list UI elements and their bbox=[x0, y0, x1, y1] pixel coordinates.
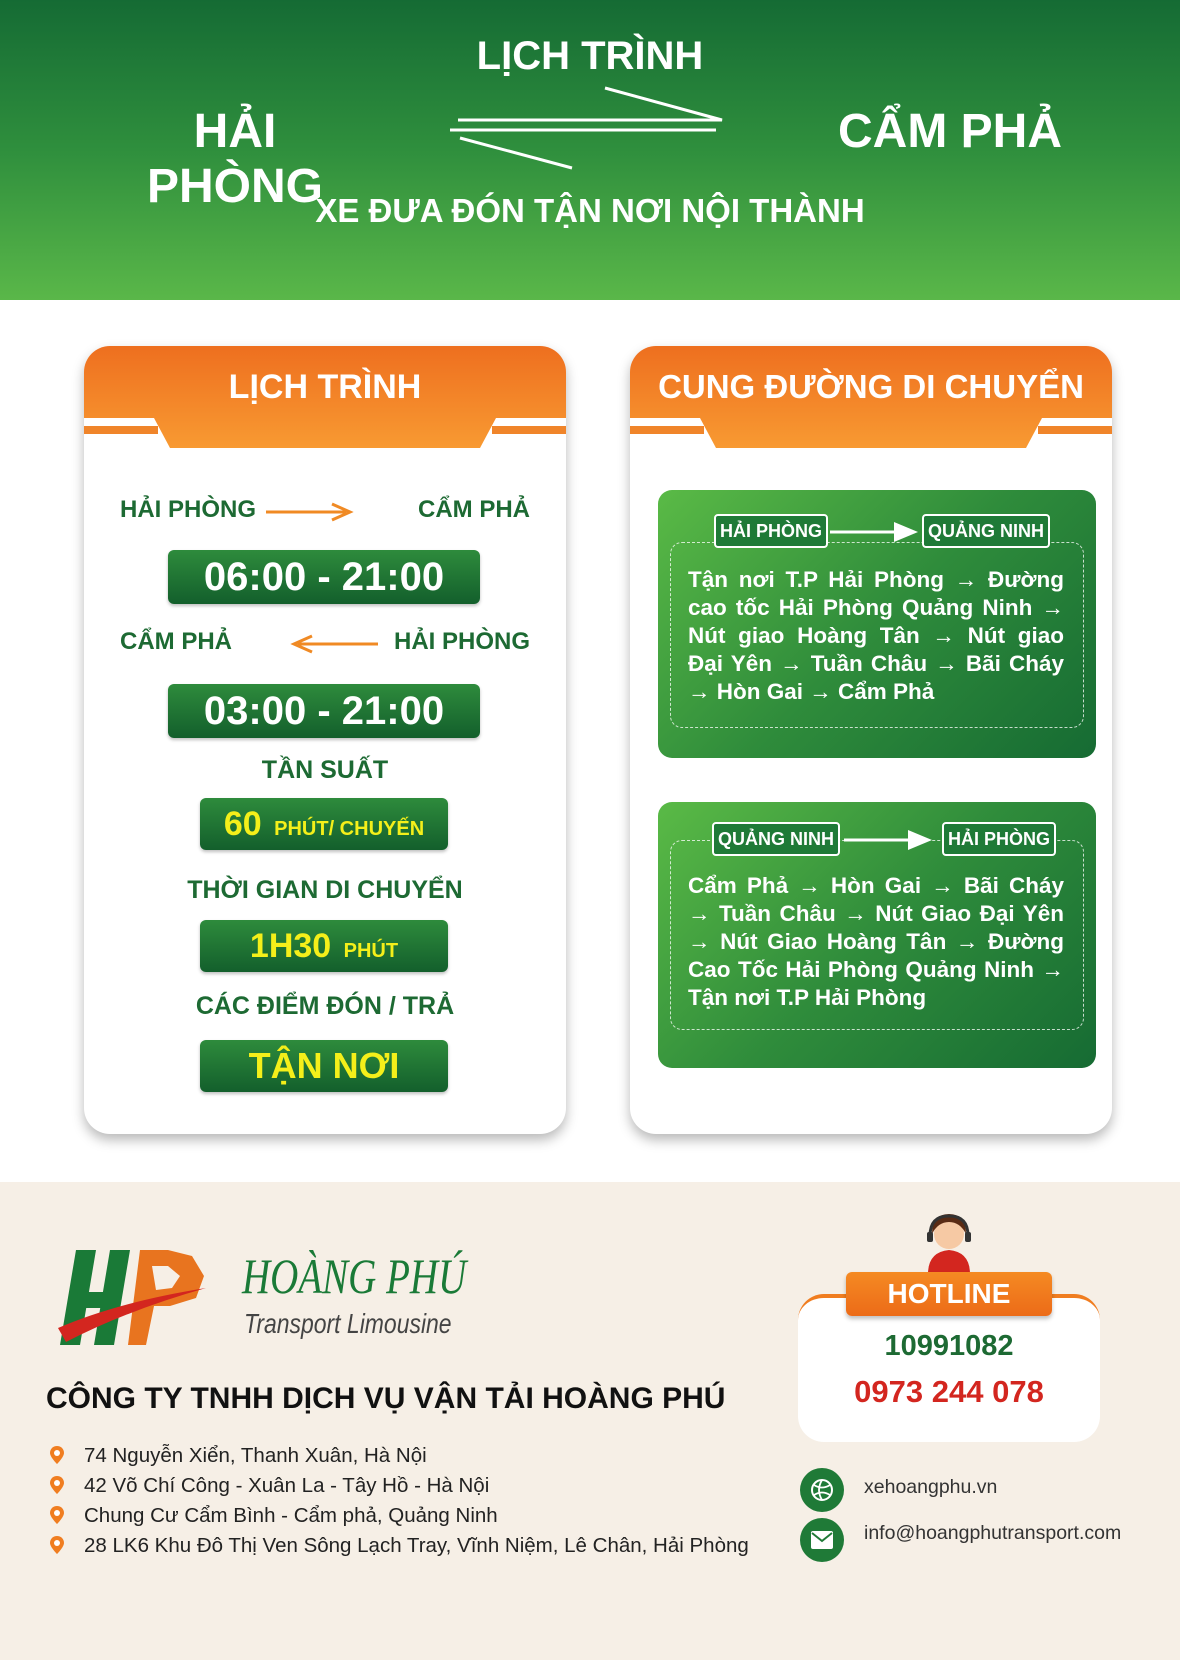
company-logo bbox=[58, 1250, 208, 1350]
email-link[interactable] bbox=[800, 1518, 1160, 1562]
schedule-card-title: LỊCH TRÌNH bbox=[228, 368, 422, 406]
globe-icon-bg bbox=[800, 1468, 844, 1512]
route-box-qn-hp bbox=[658, 802, 1096, 1068]
location-pin-icon bbox=[50, 1446, 64, 1464]
route-tag-from: QUẢNG NINH bbox=[712, 822, 840, 856]
pickup-points-label: CÁC ĐIỂM ĐÓN / TRẢ bbox=[195, 992, 455, 1020]
address-text: 74 Nguyễn Xiển, Thanh Xuân, Hà Nội bbox=[84, 1444, 427, 1467]
route-1-from: HẢI PHÒNG bbox=[120, 496, 257, 523]
arrow-right-icon bbox=[266, 502, 356, 522]
support-agent-icon bbox=[922, 1212, 976, 1274]
header-subtitle: XE ĐƯA ĐÓN TẬN NƠI NỘI THÀNH bbox=[315, 192, 865, 229]
location-pin-icon bbox=[50, 1506, 64, 1524]
route-2-from: CẨM PHẢ bbox=[120, 628, 232, 655]
arrow-right-icon bbox=[830, 520, 920, 544]
route-2-time: 03:00 - 21:00 bbox=[168, 684, 480, 738]
location-pin-icon bbox=[50, 1536, 64, 1554]
hotline-number-1[interactable]: 10991082 bbox=[884, 1330, 1014, 1362]
address-text: 42 Võ Chí Công - Xuân La - Tây Hồ - Hà Nội bbox=[84, 1474, 490, 1497]
brand-tagline: Transport Limousine bbox=[244, 1308, 452, 1339]
header-origin: HẢI PHÒNG bbox=[146, 105, 323, 213]
route-1-to: CẨM PHẢ bbox=[418, 496, 530, 523]
header-title: LỊCH TRÌNH bbox=[476, 34, 704, 78]
route-description: Cẩm Phả → Hòn Gai → Bãi Cháy → Tuần Châu → Nút Giao Đại Yên → Nút Giao Hoàng Tân → Đường Cao Tốc Hải Phòng Quảng Ninh → Tận nơi T.P Hải Phòng bbox=[688, 873, 1064, 1010]
route-tag-from: HẢI PHÒNG bbox=[714, 514, 828, 548]
website-link[interactable] bbox=[800, 1468, 1160, 1512]
address-text: 28 LK6 Khu Đô Thị Ven Sông Lạch Tray, Vĩnh Niệm, Lê Chân, Hải Phòng bbox=[84, 1534, 749, 1557]
routes-card bbox=[630, 346, 1112, 1134]
frequency-pill bbox=[200, 798, 448, 850]
hotline-box bbox=[798, 1294, 1100, 1442]
brand-name: HOÀNG PHÚ bbox=[242, 1248, 467, 1304]
frequency-unit: PHÚT/ CHUYẾN bbox=[274, 818, 425, 840]
route-row-2 bbox=[120, 628, 530, 658]
address-text: Chung Cư Cẩm Bình - Cẩm phả, Quảng Ninh bbox=[84, 1504, 498, 1527]
frequency-label: TẦN SUẤT bbox=[261, 756, 389, 784]
hotline-number-2[interactable]: 0973 244 078 bbox=[854, 1374, 1044, 1409]
mail-icon-bg bbox=[800, 1518, 844, 1562]
route-row-1 bbox=[120, 496, 530, 526]
arrow-left-icon bbox=[290, 634, 380, 654]
footer bbox=[0, 1182, 1180, 1660]
schedule-card bbox=[84, 346, 566, 1134]
website-text[interactable]: xehoangphu.vn bbox=[864, 1476, 998, 1498]
header-banner bbox=[0, 0, 1180, 300]
route-box-hp-qn bbox=[658, 490, 1096, 758]
route-arrows-icon bbox=[450, 82, 730, 172]
duration-label: THỜI GIAN DI CHUYỂN bbox=[187, 876, 463, 904]
route-2-to: HẢI PHÒNG bbox=[393, 628, 530, 655]
route-1-time: 06:00 - 21:00 bbox=[168, 550, 480, 604]
header-destination: CẨM PHẢ bbox=[838, 105, 1062, 158]
schedule-card-header bbox=[84, 346, 566, 448]
duration-value: 1H30 bbox=[249, 927, 332, 965]
route-tag-to: QUẢNG NINH bbox=[922, 514, 1050, 548]
duration-pill bbox=[200, 920, 448, 972]
pickup-points-value: TẬN NƠI bbox=[200, 1040, 448, 1092]
location-pin-icon bbox=[50, 1476, 64, 1494]
route-description: Tận nơi T.P Hải Phòng → Đường cao tốc Hải Phòng Quảng Ninh → Nút giao Hoàng Tân → Nút giao Đại Yên → Tuần Châu → Bãi Cháy → Hòn Gai → Cẩm Phả bbox=[688, 567, 1064, 704]
routes-card-title: CUNG ĐƯỜNG DI CHUYỂN bbox=[658, 368, 1084, 405]
route-tag-to: HẢI PHÒNG bbox=[942, 822, 1056, 856]
routes-card-header bbox=[630, 346, 1112, 448]
globe-icon bbox=[810, 1478, 834, 1502]
duration-unit: PHÚT bbox=[343, 940, 399, 962]
arrow-right-icon bbox=[844, 828, 934, 852]
company-name: CÔNG TY TNHH DỊCH VỤ VẬN TẢI HOÀNG PHÚ bbox=[46, 1382, 726, 1415]
mail-icon bbox=[811, 1531, 833, 1549]
hotline-label: HOTLINE bbox=[846, 1272, 1052, 1316]
frequency-value: 60 bbox=[223, 805, 262, 843]
email-text[interactable]: info@hoangphutransport.com bbox=[864, 1522, 1122, 1544]
